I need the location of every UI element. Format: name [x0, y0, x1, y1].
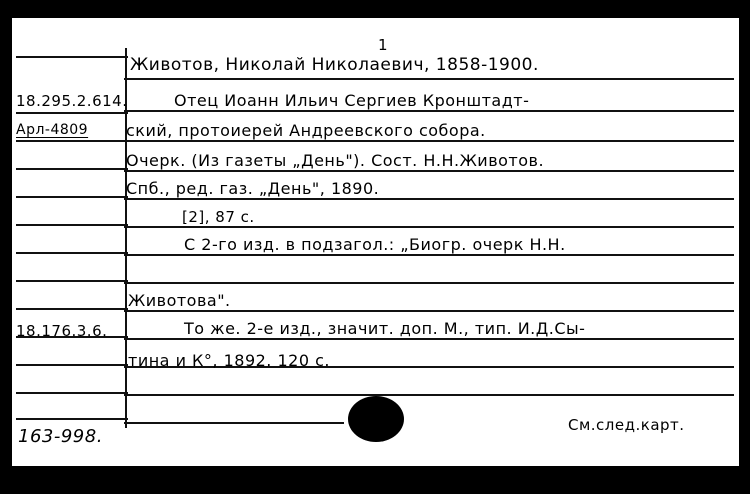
rule-line — [124, 422, 344, 424]
shelfmark-1: 18.295.2.614. — [16, 92, 128, 110]
rule-line — [16, 140, 128, 142]
rule-line — [16, 392, 128, 394]
rule-line — [16, 56, 128, 58]
shelfmark-3: 18.176.3.6. — [16, 322, 108, 340]
body-line-1: Отец Иоанн Ильич Сергиев Кронштадт- — [174, 91, 530, 110]
punch-hole — [348, 396, 404, 442]
rule-line — [124, 226, 734, 228]
rule-line — [16, 364, 128, 366]
rule-line — [16, 280, 128, 282]
rule-line — [16, 308, 128, 310]
author-heading: Животов, Николай Николаевич, 1858-1900. — [130, 55, 539, 75]
rule-line — [124, 338, 734, 340]
body-line-7: Животова". — [128, 291, 231, 310]
rule-line — [16, 224, 128, 226]
body-line-4: Спб., ред. газ. „День", 1890. — [126, 179, 380, 198]
body-line-9: тина и К°, 1892. 120 с. — [128, 351, 330, 370]
rule-line — [16, 112, 128, 114]
rule-line — [124, 140, 734, 142]
body-line-3: Очерк. (Из газеты „День"). Сост. Н.Н.Животов. — [126, 151, 545, 170]
see-next-card-note: См.след.карт. — [568, 416, 685, 434]
body-line-5: [2], 87 с. — [182, 208, 255, 226]
body-line-2: ский, протоиерей Андреевского собора. — [126, 121, 486, 140]
rule-line — [124, 110, 734, 112]
rule-line — [124, 282, 734, 284]
catalog-card — [12, 18, 739, 466]
rule-line — [16, 168, 128, 170]
footer-catalog-number: 163-998. — [18, 426, 103, 447]
rule-line — [16, 196, 128, 198]
rule-line — [16, 418, 128, 420]
rule-line — [124, 310, 734, 312]
top-mark: 1 — [378, 36, 389, 54]
rule-line — [124, 394, 734, 396]
shelfmark-2: Арл-4809 — [16, 122, 89, 138]
rule-line — [124, 254, 734, 256]
rule-line — [124, 198, 734, 200]
body-line-6: С 2-го изд. в подзагол.: „Биогр. очерк Н.Н. — [184, 235, 566, 254]
rule-line — [124, 78, 734, 80]
body-line-8: То же. 2-е изд., значит. доп. М., тип. И.Д.Сы- — [184, 319, 586, 338]
rule-line — [16, 252, 128, 254]
rule-line — [124, 170, 734, 172]
